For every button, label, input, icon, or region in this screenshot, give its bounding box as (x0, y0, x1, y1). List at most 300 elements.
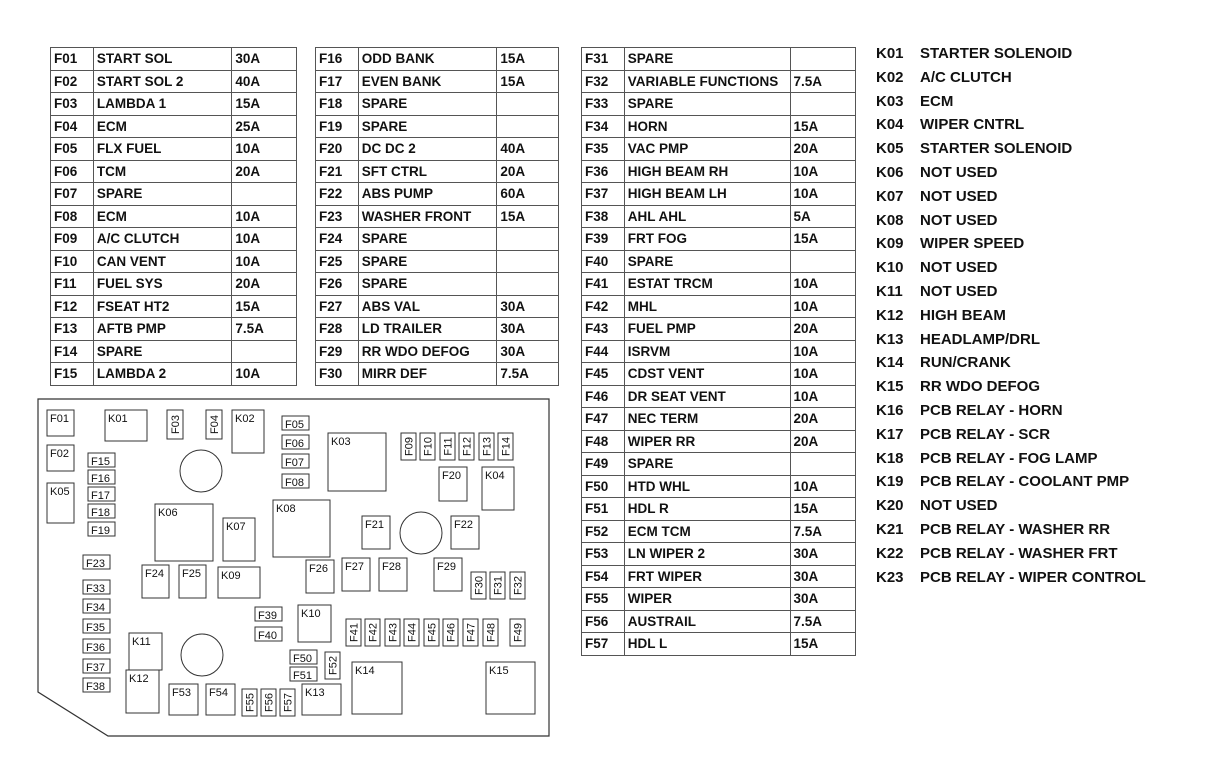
fuse-name: RR WDO DEFOG (358, 340, 497, 363)
diagram-f29-label: F29 (437, 561, 456, 573)
diagram-f40 (255, 627, 282, 642)
relay-name: A/C CLUTCH (920, 68, 1012, 86)
fuse-name: SPARE (358, 250, 497, 273)
diagram-f06-label: F06 (285, 438, 304, 450)
diagram-f33-label: F33 (86, 583, 105, 595)
fuse-name: DC DC 2 (358, 138, 497, 161)
fuse-rating: 7.5A (232, 318, 297, 341)
fuse-rating: 20A (790, 318, 855, 341)
diagram-f43 (385, 619, 400, 646)
diagram-f45-label: F45 (426, 623, 439, 642)
diagram-f24-label: F24 (145, 568, 164, 580)
fuse-rating: 20A (232, 160, 297, 183)
fuse-id: F44 (582, 340, 625, 363)
fuse-rating: 10A (232, 363, 297, 386)
mounting-hole-1 (180, 450, 222, 492)
fuse-id: F24 (316, 228, 359, 251)
fuse-id: F56 (582, 610, 625, 633)
fuse-rating: 20A (497, 160, 559, 183)
diagram-f20 (439, 467, 467, 501)
fuse-name: ABS VAL (358, 295, 497, 318)
relay-id: K02 (876, 68, 904, 86)
relay-name: PCB RELAY - WIPER CONTROL (920, 568, 1146, 586)
fuse-rating: 10A (790, 385, 855, 408)
fuse-name: SPARE (624, 48, 790, 71)
fuse-name: FSEAT HT2 (93, 295, 231, 318)
diagram-f26-label: F26 (309, 563, 328, 575)
fuse-rating: 30A (497, 318, 559, 341)
fuse-rating: 15A (790, 228, 855, 251)
diagram-k15-label: K15 (489, 665, 509, 677)
fuse-name: SPARE (358, 228, 497, 251)
diagram-f54-label: F54 (209, 687, 228, 699)
fuse-id: F47 (582, 408, 625, 431)
fuse-name: ECM (93, 115, 231, 138)
diagram-f22-label: F22 (454, 519, 473, 531)
diagram-f07-label: F07 (285, 457, 304, 469)
fuse-name: FUEL PMP (624, 318, 790, 341)
relay-name: RR WDO DEFOG (920, 378, 1040, 396)
fuse-name: SPARE (93, 183, 231, 206)
diagram-f37-label: F37 (86, 662, 105, 674)
fuse-id: F11 (51, 273, 94, 296)
relay-id: K09 (876, 235, 904, 253)
relay-id: K05 (876, 140, 904, 158)
diagram-f05 (282, 416, 309, 431)
fuse-id: F35 (582, 138, 625, 161)
fuse-name: SPARE (624, 93, 790, 116)
fuse-id: F05 (51, 138, 94, 161)
fuse-name: HTD WHL (624, 475, 790, 498)
fuse-id: F43 (582, 318, 625, 341)
diagram-f35 (83, 619, 110, 634)
relay-name: NOT USED (920, 282, 998, 300)
diagram-k09-label: K09 (221, 570, 241, 582)
relay-id: K23 (876, 568, 904, 586)
fuse-name: ESTAT TRCM (624, 273, 790, 296)
relay-name: RUN/CRANK (920, 354, 1011, 372)
diagram-k05 (47, 483, 74, 523)
diagram-f55 (242, 689, 257, 716)
relay-name: NOT USED (920, 187, 998, 205)
fuse-id: F03 (51, 93, 94, 116)
diagram-f51 (290, 667, 317, 682)
relay-name: STARTER SOLENOID (920, 45, 1073, 62)
fuse-name: AFTB PMP (93, 318, 231, 341)
fuse-id: F38 (582, 205, 625, 228)
relay-name: PCB RELAY - FOG LAMP (920, 449, 1098, 467)
diagram-f46 (443, 619, 458, 646)
diagram-f34-label: F34 (86, 602, 105, 614)
diagram-f55-label: F55 (244, 693, 257, 712)
fuse-id: F17 (316, 70, 359, 93)
diagram-f31-label: F31 (492, 576, 505, 595)
diagram-f21 (362, 516, 390, 549)
fuse-name: SPARE (358, 115, 497, 138)
fuse-name: VARIABLE FUNCTIONS (624, 70, 790, 93)
fuse-name: HDL R (624, 498, 790, 521)
diagram-k14 (352, 662, 402, 714)
fuse-id: F18 (316, 93, 359, 116)
diagram-f36 (83, 639, 110, 654)
fuse-box-components (47, 410, 535, 716)
relay-name: NOT USED (920, 211, 998, 229)
relay-id: K14 (876, 354, 904, 372)
fuse-id: F14 (51, 340, 94, 363)
diagram-f20-label: F20 (442, 470, 461, 482)
fuse-rating: 30A (790, 543, 855, 566)
diagram-f39-label: F39 (258, 610, 277, 622)
fuse-name: ISRVM (624, 340, 790, 363)
relay-id: K04 (876, 116, 904, 134)
relay-id: K20 (876, 497, 904, 515)
fuse-id: F25 (316, 250, 359, 273)
diagram-f49-label: F49 (512, 623, 525, 642)
fuse-id: F42 (582, 295, 625, 318)
diagram-f26 (306, 560, 334, 593)
fuse-name: SPARE (93, 340, 231, 363)
fuse-name: ECM TCM (624, 520, 790, 543)
diagram-f06 (282, 435, 309, 450)
fuse-rating: 20A (790, 430, 855, 453)
fuse-id: F06 (51, 160, 94, 183)
diagram-f23-label: F23 (86, 558, 105, 570)
diagram-f41 (346, 619, 361, 646)
fuse-name: ABS PUMP (358, 183, 497, 206)
relay-name: HIGH BEAM (920, 306, 1006, 324)
diagram-k13-label: K13 (305, 687, 325, 699)
fuse-rating: 15A (790, 633, 855, 656)
diagram-f36-label: F36 (86, 642, 105, 654)
fuse-rating: 20A (790, 138, 855, 161)
fuse-name: LAMBDA 1 (93, 93, 231, 116)
fuse-rating: 10A (790, 273, 855, 296)
diagram-k11 (129, 633, 162, 670)
diagram-k11-label: K11 (132, 636, 151, 648)
fuse-id: F15 (51, 363, 94, 386)
relay-id: K08 (876, 211, 904, 229)
mounting-hole-2 (400, 512, 442, 554)
relay-name: HEADLAMP/DRL (920, 330, 1040, 348)
fuse-name: SPARE (358, 93, 497, 116)
relay-name: PCB RELAY - HORN (920, 401, 1063, 419)
fuse-rating: 10A (232, 205, 297, 228)
diagram-f54 (206, 684, 235, 715)
diagram-f32-label: F32 (512, 576, 525, 595)
fuse-rating: 15A (232, 93, 297, 116)
fuse-rating: 7.5A (497, 363, 559, 386)
fuse-name: MHL (624, 295, 790, 318)
diagram-f35-label: F35 (86, 622, 105, 634)
diagram-k02-label: K02 (235, 413, 255, 425)
relay-name: PCB RELAY - SCR (920, 425, 1051, 443)
diagram-f44-label: F44 (406, 623, 419, 642)
fuse-name: WIPER RR (624, 430, 790, 453)
fuse-id: F50 (582, 475, 625, 498)
fuse-rating: 5A (790, 205, 855, 228)
diagram-k07 (223, 518, 255, 561)
diagram-f57 (280, 689, 295, 716)
diagram-f19-label: F19 (91, 525, 110, 537)
diagram-k05-label: K05 (50, 486, 70, 498)
fuse-rating: 10A (790, 160, 855, 183)
diagram-f14 (498, 433, 513, 460)
diagram-f12 (459, 433, 474, 460)
diagram-f52-label: F52 (327, 656, 340, 675)
fuse-id: F52 (582, 520, 625, 543)
diagram-f25-label: F25 (182, 568, 201, 580)
fuse-rating: 30A (790, 588, 855, 611)
diagram-f12-label: F12 (461, 437, 474, 456)
fuse-id: F04 (51, 115, 94, 138)
relay-name: STARTER SOLENOID (920, 140, 1073, 158)
diagram-f51-label: F51 (293, 670, 312, 682)
diagram-k12 (126, 670, 159, 713)
fuse-name: START SOL 2 (93, 70, 231, 93)
fuse-name: EVEN BANK (358, 70, 497, 93)
relay-id: K06 (876, 163, 904, 181)
diagram-f52 (325, 652, 340, 679)
relay-id: K19 (876, 473, 904, 491)
fuse-rating: 30A (790, 565, 855, 588)
diagram-f22 (451, 516, 479, 549)
diagram-k02 (232, 410, 264, 453)
fuse-id: F23 (316, 205, 359, 228)
relay-name: PCB RELAY - WASHER RR (920, 520, 1111, 538)
fuse-id: F30 (316, 363, 359, 386)
fuse-rating: 30A (232, 48, 297, 71)
fuse-name: TCM (93, 160, 231, 183)
diagram-k14-label: K14 (355, 665, 375, 677)
fuse-id: F19 (316, 115, 359, 138)
fuse-name: DR SEAT VENT (624, 385, 790, 408)
mounting-hole-3 (181, 634, 223, 676)
diagram-f17-label: F17 (91, 490, 110, 502)
fuse-name: WASHER FRONT (358, 205, 497, 228)
fuse-id: F08 (51, 205, 94, 228)
diagram-k06 (155, 504, 213, 561)
fuse-id: F49 (582, 453, 625, 476)
diagram-f37 (83, 659, 110, 674)
fuse-rating: 20A (232, 273, 297, 296)
relay-id: K12 (876, 306, 904, 324)
fuse-id: F09 (51, 228, 94, 251)
fuse-name: SFT CTRL (358, 160, 497, 183)
diagram-f11-label: F11 (442, 437, 455, 456)
diagram-f15 (88, 453, 115, 468)
fuse-rating: 10A (232, 138, 297, 161)
diagram-f08 (282, 474, 309, 489)
diagram-f48 (483, 619, 498, 646)
diagram-f03 (167, 410, 183, 439)
diagram-f19 (88, 522, 115, 537)
diagram-f30-label: F30 (473, 576, 486, 595)
diagram-f04 (206, 410, 222, 439)
diagram-f39 (255, 607, 282, 622)
fuse-rating: 15A (497, 70, 559, 93)
diagram-f07 (282, 454, 309, 469)
diagram-k08 (273, 500, 330, 557)
diagram-f47-label: F47 (465, 623, 478, 642)
fuse-rating: 40A (232, 70, 297, 93)
fuse-name: ECM (93, 205, 231, 228)
fuse-id: F27 (316, 295, 359, 318)
diagram-f10-label: F10 (422, 437, 435, 456)
fuse-name: MIRR DEF (358, 363, 497, 386)
fuse-rating: 10A (232, 228, 297, 251)
fuse-rating: 7.5A (790, 70, 855, 93)
fuse-name: HORN (624, 115, 790, 138)
fuse-name: FRT FOG (624, 228, 790, 251)
relay-id: K11 (876, 282, 903, 300)
diagram-k09 (218, 567, 260, 598)
fuse-name: CAN VENT (93, 250, 231, 273)
relay-name: NOT USED (920, 497, 998, 515)
fuse-rating: 15A (790, 498, 855, 521)
fuse-rating: 7.5A (790, 520, 855, 543)
relay-id: K16 (876, 401, 904, 419)
relay-id: K01 (876, 45, 904, 62)
diagram-f09 (401, 433, 416, 460)
diagram-f11 (440, 433, 455, 460)
diagram-f34 (83, 599, 110, 614)
relay-id: K17 (876, 425, 904, 443)
diagram-f27 (342, 558, 370, 591)
diagram-f50 (290, 650, 317, 665)
fuse-id: F34 (582, 115, 625, 138)
fuse-id: F32 (582, 70, 625, 93)
diagram-f21-label: F21 (365, 519, 384, 531)
fuse-name: LAMBDA 2 (93, 363, 231, 386)
fuse-id: F28 (316, 318, 359, 341)
fuse-name: SPARE (358, 273, 497, 296)
diagram-k04 (482, 467, 514, 510)
fuse-name: AUSTRAIL (624, 610, 790, 633)
fuse-rating: 15A (790, 115, 855, 138)
fuse-name: WIPER (624, 588, 790, 611)
diagram-f57-label: F57 (282, 693, 295, 712)
diagram-f29 (434, 558, 462, 591)
diagram-f08-label: F08 (285, 477, 304, 489)
fuse-id: F33 (582, 93, 625, 116)
diagram-f48-label: F48 (485, 623, 498, 642)
diagram-f23 (83, 555, 110, 570)
relay-name: PCB RELAY - WASHER FRT (920, 544, 1118, 562)
relay-name: NOT USED (920, 163, 998, 181)
fuse-name: SPARE (624, 250, 790, 273)
diagram-k13 (302, 684, 341, 715)
fuse-name: CDST VENT (624, 363, 790, 386)
fuse-id: F29 (316, 340, 359, 363)
fuse-name: START SOL (93, 48, 231, 71)
diagram-f05-label: F05 (285, 419, 304, 431)
fuse-id: F36 (582, 160, 625, 183)
fuse-rating: 10A (790, 183, 855, 206)
diagram-f49 (510, 619, 525, 646)
fuse-name: FUEL SYS (93, 273, 231, 296)
fuse-id: F01 (51, 48, 94, 71)
diagram-f45 (424, 619, 439, 646)
diagram-f01 (47, 410, 74, 436)
fuse-rating: 60A (497, 183, 559, 206)
relay-id: K10 (876, 259, 904, 277)
fuse-rating: 7.5A (790, 610, 855, 633)
diagram-f38-label: F38 (86, 681, 105, 693)
fuse-rating: 40A (497, 138, 559, 161)
fuse-name: HIGH BEAM RH (624, 160, 790, 183)
fuse-id: F37 (582, 183, 625, 206)
diagram-f24 (142, 565, 169, 598)
diagram-f42 (365, 619, 380, 646)
fuse-rating: 20A (790, 408, 855, 431)
fuse-id: F12 (51, 295, 94, 318)
relay-id: K07 (876, 187, 904, 205)
diagram-f38 (83, 678, 110, 693)
diagram-f02 (47, 445, 74, 471)
fuse-name: VAC PMP (624, 138, 790, 161)
relay-name: ECM (920, 92, 954, 110)
fuse-rating: 25A (232, 115, 297, 138)
diagram-f18 (88, 504, 115, 519)
fuse-rating: 10A (790, 363, 855, 386)
diagram-f27-label: F27 (345, 561, 364, 573)
relay-id: K15 (876, 378, 904, 396)
fuse-rating: 30A (497, 295, 559, 318)
diagram-f28 (379, 558, 407, 591)
diagram-f17 (88, 487, 115, 502)
fuse-id: F16 (316, 48, 359, 71)
diagram-k12-label: K12 (129, 673, 149, 685)
relay-name: PCB RELAY - COOLANT PMP (920, 473, 1130, 491)
fuse-name: FRT WIPER (624, 565, 790, 588)
diagram-f50-label: F50 (293, 653, 312, 665)
fuse-name: HIGH BEAM LH (624, 183, 790, 206)
fuse-id: F41 (582, 273, 625, 296)
relay-name: WIPER SPEED (920, 235, 1025, 253)
fuse-rating: 10A (790, 340, 855, 363)
diagram-f46-label: F46 (445, 623, 458, 642)
relay-id: K03 (876, 92, 904, 110)
relay-name: NOT USED (920, 259, 998, 277)
diagram-f04-label: F04 (209, 415, 221, 434)
diagram-k08-label: K08 (276, 503, 296, 515)
diagram-f01-label: F01 (50, 413, 69, 425)
fuse-id: F45 (582, 363, 625, 386)
diagram-f13-label: F13 (481, 437, 494, 456)
diagram-f09-label: F09 (403, 437, 416, 456)
fuse-rating: 10A (790, 475, 855, 498)
diagram-k07-label: K07 (226, 521, 246, 533)
diagram-f56-label: F56 (263, 693, 276, 712)
diagram-f42-label: F42 (367, 623, 380, 642)
fuse-id: F26 (316, 273, 359, 296)
fuse-id: F48 (582, 430, 625, 453)
fuse-id: F39 (582, 228, 625, 251)
fuse-id: F55 (582, 588, 625, 611)
fuse-name: LD TRAILER (358, 318, 497, 341)
diagram-k01 (105, 410, 147, 441)
fuse-id: F40 (582, 250, 625, 273)
diagram-f56 (261, 689, 276, 716)
diagram-f16 (88, 470, 115, 485)
diagram-f32 (510, 572, 525, 599)
relay-id: K13 (876, 330, 904, 348)
diagram-k10 (298, 605, 331, 642)
fuse-name: SPARE (624, 453, 790, 476)
fuse-id: F13 (51, 318, 94, 341)
fuse-id: F54 (582, 565, 625, 588)
fuse-id: F07 (51, 183, 94, 206)
